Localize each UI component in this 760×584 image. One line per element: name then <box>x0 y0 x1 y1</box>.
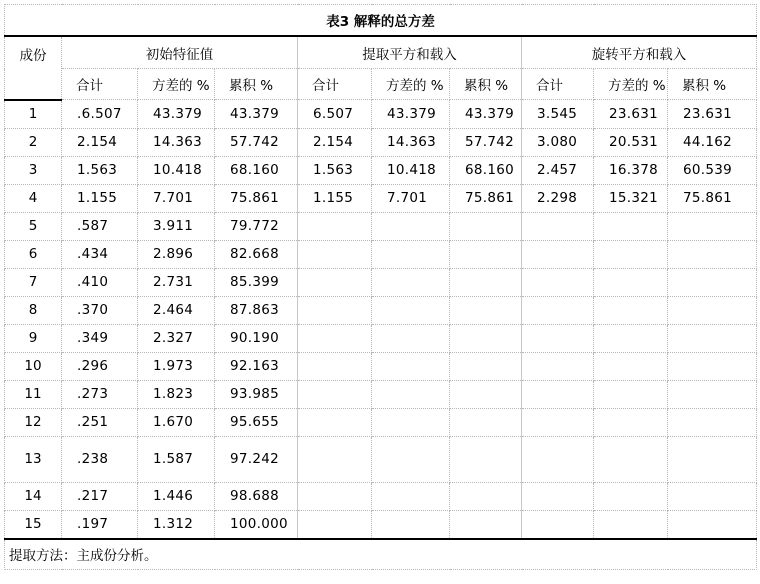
extraction-total-cell <box>298 296 372 324</box>
rotation-cumulative-pct-cell <box>668 408 757 436</box>
initial-variance-pct-cell: 2.464 <box>138 296 215 324</box>
initial-variance-pct-cell: 2.731 <box>138 268 215 296</box>
table-row <box>5 324 757 352</box>
initial-cumulative-pct-cell: 43.379 <box>215 100 298 129</box>
table-row <box>5 212 757 240</box>
initial-cumulative-pct-cell: 93.985 <box>215 380 298 408</box>
initial-variance-pct-cell: 1.973 <box>138 352 215 380</box>
table-row <box>5 510 757 539</box>
table-row <box>5 268 757 296</box>
extraction-total-cell: 1.563 <box>298 156 372 184</box>
initial-total-cell: .217 <box>62 482 138 510</box>
extraction-variance-pct-cell <box>372 380 450 408</box>
extraction-variance-pct-cell <box>372 212 450 240</box>
initial-variance-pct-cell: 14.363 <box>138 128 215 156</box>
extraction-variance-pct-cell <box>372 408 450 436</box>
initial-total-cell: .349 <box>62 324 138 352</box>
initial-cumulative-pct-cell: 82.668 <box>215 240 298 268</box>
component-number: 3 <box>5 156 62 184</box>
rotation-total-cell: 2.457 <box>522 156 594 184</box>
initial-total-cell: .370 <box>62 296 138 324</box>
rotation-variance-pct-cell <box>594 352 668 380</box>
variance-table-frame <box>4 4 756 570</box>
extraction-cumulative-pct-cell <box>450 380 522 408</box>
extraction-cumulative-pct-cell <box>450 352 522 380</box>
initial-variance-pct-cell: 1.446 <box>138 482 215 510</box>
rotation-cumulative-pct-cell <box>668 212 757 240</box>
rotation-total-cell: 3.545 <box>522 100 594 129</box>
initial-variance-pct-cell: 3.911 <box>138 212 215 240</box>
initial-variance-pct-cell: 1.587 <box>138 436 215 482</box>
initial-total-cell: .197 <box>62 510 138 539</box>
table-row <box>5 296 757 324</box>
component-number: 11 <box>5 380 62 408</box>
component-number: 15 <box>5 510 62 539</box>
subheader-total: 合计 <box>298 69 372 100</box>
initial-cumulative-pct-cell: 85.399 <box>215 268 298 296</box>
rotation-cumulative-pct-cell: 75.861 <box>668 184 757 212</box>
extraction-cumulative-pct-cell: 75.861 <box>450 184 522 212</box>
extraction-total-cell <box>298 510 372 539</box>
component-number: 8 <box>5 296 62 324</box>
component-number: 2 <box>5 128 62 156</box>
initial-variance-pct-cell: 7.701 <box>138 184 215 212</box>
extraction-cumulative-pct-cell <box>450 240 522 268</box>
table-row <box>5 380 757 408</box>
rotation-cumulative-pct-cell <box>668 296 757 324</box>
rotation-cumulative-pct-cell <box>668 324 757 352</box>
rotation-total-cell <box>522 240 594 268</box>
extraction-variance-pct-cell <box>372 436 450 482</box>
initial-total-cell: .410 <box>62 268 138 296</box>
component-number: 14 <box>5 482 62 510</box>
rotation-cumulative-pct-cell: 60.539 <box>668 156 757 184</box>
initial-variance-pct-cell: 10.418 <box>138 156 215 184</box>
table-row <box>5 184 757 212</box>
extraction-cumulative-pct-cell <box>450 296 522 324</box>
extraction-total-cell <box>298 408 372 436</box>
rotation-cumulative-pct-cell <box>668 240 757 268</box>
extraction-cumulative-pct-cell <box>450 212 522 240</box>
extraction-variance-pct-cell <box>372 268 450 296</box>
initial-cumulative-pct-cell: 97.242 <box>215 436 298 482</box>
initial-variance-pct-cell: 1.312 <box>138 510 215 539</box>
table-row <box>5 436 757 482</box>
rotation-variance-pct-cell <box>594 296 668 324</box>
extraction-variance-pct-cell <box>372 510 450 539</box>
initial-total-cell: 1.563 <box>62 156 138 184</box>
extraction-cumulative-pct-cell <box>450 324 522 352</box>
table-title: 表3 解释的总方差 <box>5 5 757 37</box>
rotation-total-cell <box>522 482 594 510</box>
group-header-initial: 初始特征值 <box>62 36 298 69</box>
extraction-total-cell <box>298 240 372 268</box>
rotation-variance-pct-cell: 15.321 <box>594 184 668 212</box>
initial-cumulative-pct-cell: 90.190 <box>215 324 298 352</box>
component-number: 6 <box>5 240 62 268</box>
extraction-variance-pct-cell: 14.363 <box>372 128 450 156</box>
initial-cumulative-pct-cell: 98.688 <box>215 482 298 510</box>
initial-total-cell: .434 <box>62 240 138 268</box>
rotation-total-cell <box>522 324 594 352</box>
rotation-variance-pct-cell <box>594 212 668 240</box>
table-row <box>5 352 757 380</box>
rotation-variance-pct-cell: 20.531 <box>594 128 668 156</box>
extraction-variance-pct-cell: 10.418 <box>372 156 450 184</box>
component-header: 成份 <box>5 36 62 100</box>
rotation-total-cell <box>522 408 594 436</box>
extraction-total-cell: 1.155 <box>298 184 372 212</box>
extraction-total-cell <box>298 268 372 296</box>
rotation-variance-pct-cell <box>594 408 668 436</box>
table-footnote: 提取方法：主成份分析。 <box>5 539 757 570</box>
extraction-variance-pct-cell <box>372 240 450 268</box>
rotation-total-cell <box>522 268 594 296</box>
initial-cumulative-pct-cell: 100.000 <box>215 510 298 539</box>
initial-total-cell: .587 <box>62 212 138 240</box>
component-number: 9 <box>5 324 62 352</box>
extraction-total-cell: 6.507 <box>298 100 372 129</box>
table-row <box>5 100 757 129</box>
rotation-variance-pct-cell <box>594 240 668 268</box>
extraction-total-cell: 2.154 <box>298 128 372 156</box>
initial-cumulative-pct-cell: 95.655 <box>215 408 298 436</box>
initial-variance-pct-cell: 1.670 <box>138 408 215 436</box>
extraction-cumulative-pct-cell <box>450 482 522 510</box>
table-body <box>5 100 757 539</box>
table-row <box>5 128 757 156</box>
initial-cumulative-pct-cell: 68.160 <box>215 156 298 184</box>
rotation-total-cell: 2.298 <box>522 184 594 212</box>
component-number: 5 <box>5 212 62 240</box>
rotation-total-cell: 3.080 <box>522 128 594 156</box>
rotation-total-cell <box>522 212 594 240</box>
extraction-variance-pct-cell: 7.701 <box>372 184 450 212</box>
extraction-cumulative-pct-cell <box>450 436 522 482</box>
subheader-variance-pct: 方差的 % <box>594 69 668 100</box>
extraction-cumulative-pct-cell: 43.379 <box>450 100 522 129</box>
rotation-variance-pct-cell <box>594 380 668 408</box>
extraction-variance-pct-cell <box>372 352 450 380</box>
subheader-cumulative-pct: 累积 % <box>450 69 522 100</box>
component-number: 12 <box>5 408 62 436</box>
extraction-total-cell <box>298 352 372 380</box>
rotation-variance-pct-cell <box>594 268 668 296</box>
component-number: 13 <box>5 436 62 482</box>
rotation-variance-pct-cell: 23.631 <box>594 100 668 129</box>
table-row <box>5 156 757 184</box>
initial-total-cell: 1.155 <box>62 184 138 212</box>
rotation-variance-pct-cell <box>594 436 668 482</box>
component-number: 1 <box>5 100 62 129</box>
initial-total-cell: .238 <box>62 436 138 482</box>
extraction-cumulative-pct-cell <box>450 510 522 539</box>
component-number: 7 <box>5 268 62 296</box>
group-header-rotation: 旋转平方和载入 <box>522 36 757 69</box>
total-variance-table <box>4 4 757 570</box>
table-row <box>5 408 757 436</box>
initial-total-cell: .251 <box>62 408 138 436</box>
extraction-cumulative-pct-cell <box>450 408 522 436</box>
extraction-total-cell <box>298 380 372 408</box>
initial-total-cell: 2.154 <box>62 128 138 156</box>
component-number: 4 <box>5 184 62 212</box>
rotation-variance-pct-cell: 16.378 <box>594 156 668 184</box>
extraction-cumulative-pct-cell <box>450 268 522 296</box>
group-header-extraction: 提取平方和载入 <box>298 36 522 69</box>
rotation-variance-pct-cell <box>594 510 668 539</box>
rotation-total-cell <box>522 436 594 482</box>
initial-cumulative-pct-cell: 92.163 <box>215 352 298 380</box>
extraction-total-cell <box>298 212 372 240</box>
rotation-cumulative-pct-cell <box>668 436 757 482</box>
extraction-cumulative-pct-cell: 68.160 <box>450 156 522 184</box>
rotation-cumulative-pct-cell: 23.631 <box>668 100 757 129</box>
rotation-cumulative-pct-cell: 44.162 <box>668 128 757 156</box>
initial-variance-pct-cell: 2.327 <box>138 324 215 352</box>
rotation-variance-pct-cell <box>594 482 668 510</box>
extraction-variance-pct-cell <box>372 296 450 324</box>
initial-cumulative-pct-cell: 75.861 <box>215 184 298 212</box>
component-number: 10 <box>5 352 62 380</box>
rotation-total-cell <box>522 352 594 380</box>
initial-total-cell: .296 <box>62 352 138 380</box>
initial-total-cell: .273 <box>62 380 138 408</box>
rotation-total-cell <box>522 296 594 324</box>
extraction-total-cell <box>298 482 372 510</box>
initial-cumulative-pct-cell: 87.863 <box>215 296 298 324</box>
rotation-cumulative-pct-cell <box>668 482 757 510</box>
subheader-total: 合计 <box>522 69 594 100</box>
initial-cumulative-pct-cell: 79.772 <box>215 212 298 240</box>
extraction-total-cell <box>298 436 372 482</box>
initial-cumulative-pct-cell: 57.742 <box>215 128 298 156</box>
rotation-variance-pct-cell <box>594 324 668 352</box>
extraction-variance-pct-cell <box>372 324 450 352</box>
subheader-cumulative-pct: 累积 % <box>215 69 298 100</box>
initial-variance-pct-cell: 2.896 <box>138 240 215 268</box>
rotation-total-cell <box>522 380 594 408</box>
rotation-cumulative-pct-cell <box>668 510 757 539</box>
initial-variance-pct-cell: 1.823 <box>138 380 215 408</box>
extraction-variance-pct-cell: 43.379 <box>372 100 450 129</box>
extraction-variance-pct-cell <box>372 482 450 510</box>
extraction-cumulative-pct-cell: 57.742 <box>450 128 522 156</box>
rotation-cumulative-pct-cell <box>668 352 757 380</box>
subheader-cumulative-pct: 累积 % <box>668 69 757 100</box>
table-row <box>5 240 757 268</box>
rotation-cumulative-pct-cell <box>668 268 757 296</box>
table-row <box>5 482 757 510</box>
rotation-total-cell <box>522 510 594 539</box>
initial-variance-pct-cell: 43.379 <box>138 100 215 129</box>
subheader-variance-pct: 方差的 % <box>138 69 215 100</box>
subheader-variance-pct: 方差的 % <box>372 69 450 100</box>
subheader-total: 合计 <box>62 69 138 100</box>
rotation-cumulative-pct-cell <box>668 380 757 408</box>
extraction-total-cell <box>298 324 372 352</box>
initial-total-cell: .6.507 <box>62 100 138 129</box>
